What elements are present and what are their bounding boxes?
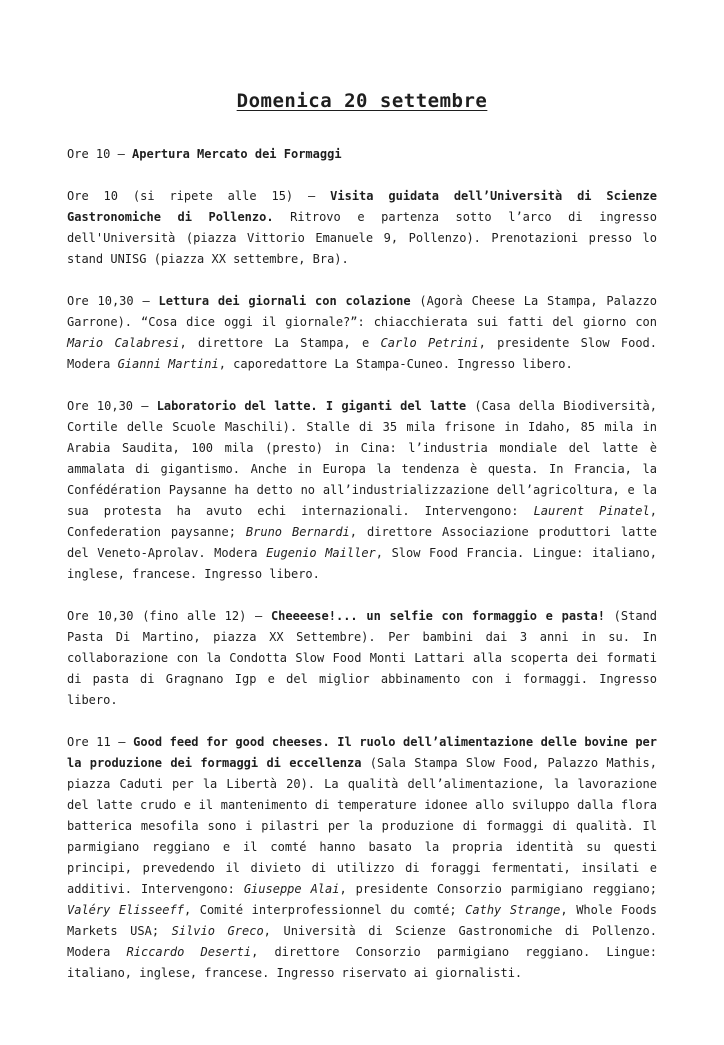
text-segment: , Confederation paysanne; [67, 504, 657, 539]
text-segment: Silvio Greco [171, 924, 264, 938]
text-segment: , presidente Slow Food. Modera [67, 336, 658, 371]
text-segment: (Casa della Biodiversità, Cortile delle Scuole Maschili). Stalle di 35 mila frisone in Idaho, 85 mila in Arabia Saudita, 100 mila (presto) in Cina: l’industria mondiale del latte è ammalata di gigantismo. Anche in Europa la tendenza è questa. In Francia, la Confédération Paysanne ha detto no all’industrializzazione dell’agricoltura, e la sua protesta ha avuto echi internazionali. Intervengono: [67, 399, 658, 518]
text-segment: Ore 11 – [67, 735, 134, 749]
paragraph [67, 186, 657, 270]
text-segment: Eugenio Mailler [266, 546, 376, 560]
text-segment: Ore 10,30 – [67, 294, 159, 308]
text-segment: Visita guidata dell’Università di Scienze Gastronomiche di Pollenzo. [67, 189, 657, 224]
text-segment: Cathy Strange [465, 903, 561, 917]
text-segment: , direttore Associazione produttori latte del Veneto-Aprolav. Modera [67, 525, 657, 560]
paragraph [67, 291, 657, 375]
text-segment: Ritrovo e partenza sotto l’arco di ingresso dell'Università (piazza Vittorio Emanuele 9, Pollenzo). Prenotazioni presso lo stand UNISG (piazza XX settembre, Bra). [67, 210, 658, 266]
text-segment: , Comité interprofessionnel du comté; [183, 903, 466, 917]
text-segment: , direttore Consorzio parmigiano reggiano. Lingue: italiano, inglese, francese. Ingresso riservato ai giornalisti. [67, 945, 658, 980]
text-segment: Mario Calabresi [67, 336, 180, 350]
text-segment: Giuseppe Alai [243, 882, 340, 896]
text-segment: Valéry Elisseeff [67, 903, 184, 917]
text-segment: , caporedattore La Stampa-Cuneo. Ingresso libero. [218, 357, 573, 371]
text-segment: Apertura Mercato dei Formaggi [132, 147, 342, 161]
text-segment: , presidente Consorzio parmigiano reggiano; [339, 882, 657, 896]
text-segment: Carlo Petrini [380, 336, 479, 350]
text-segment: Cheeeese!... un selfie con formaggio e pasta! [270, 609, 605, 623]
text-segment: Bruno Bernardi [245, 525, 350, 539]
text-segment: , Whole Foods Markets USA; [67, 903, 658, 938]
document-title: Domenica 20 settembre [236, 90, 488, 112]
text-segment: (Sala Stampa Slow Food, Palazzo Mathis, piazza Caduti per la Libertà 20). La qualità dell’alimentazione, la lavorazione del latte crudo e il mantenimento di temperature idonee allo sviluppo dalla flora batterica mesofila sono i pilastri per la produzione di formaggi di qualità. Il parmigiano reggiano e il comté hanno basato la propria identità su questi principi, prevedendo il divieto di utilizzo di foraggi fermentati, insilati e additivi. Intervengono: [67, 756, 657, 896]
text-segment: Ore 10,30 (fino alle 12) – [67, 609, 271, 623]
text-segment: (Agorà Cheese La Stampa, Palazzo Garrone). “Cosa dice oggi il giornale?”: chiacchierata sui fatti del giorno con [67, 294, 658, 329]
text-segment: (Stand Pasta Di Martino, piazza XX Settembre). Per bambini dai 3 anni in su. In collaborazione con la Condotta Slow Food Monti Lattari alla scoperta dei formati di pasta di Gragnano Igp e del miglior abbinamento con i formaggi. Ingresso libero. [67, 609, 658, 707]
text-segment: Laurent Pinatel [533, 504, 650, 518]
text-segment: , direttore La Stampa, e [179, 336, 381, 350]
paragraph [67, 144, 657, 165]
text-segment: Good feed for good cheeses. Il ruolo dell’alimentazione delle bovine per la produzione dei formaggi di eccellenza [67, 735, 658, 770]
text-segment: Laboratorio del latte. I giganti del latte [156, 399, 467, 413]
text-segment: Ore 10 – [67, 147, 133, 161]
text-segment: Lettura dei giornali con colazione [158, 294, 411, 308]
text-segment: , Università di Scienze Gastronomiche di Pollenzo. Modera [67, 924, 657, 959]
text-segment: , Slow Food Francia. Lingue: italiano, inglese, francese. Ingresso libero. [67, 546, 657, 581]
paragraph [67, 396, 657, 585]
paragraph [67, 606, 657, 711]
text-segment: Riccardo Deserti [126, 945, 252, 959]
text-segment: Ore 10,30 – [67, 399, 157, 413]
paragraph [67, 732, 657, 984]
text-segment: Gianni Martini [117, 357, 219, 371]
text-segment: Ore 10 (si ripete alle 15) – [67, 189, 331, 203]
